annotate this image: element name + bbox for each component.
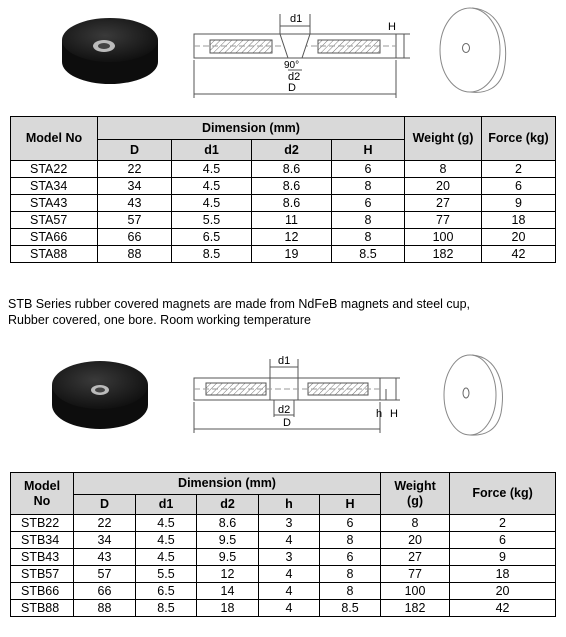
sta-label-d2: d2 <box>288 71 301 83</box>
sta-label-D: D <box>288 82 296 94</box>
value-cell: 9.5 <box>197 532 259 549</box>
value-cell: 8.5 <box>320 600 381 617</box>
value-cell: 4 <box>259 566 320 583</box>
header-h: h <box>259 495 320 515</box>
value-cell: 34 <box>98 178 172 195</box>
header-D: D <box>74 495 136 515</box>
value-cell: 77 <box>381 566 450 583</box>
stb-magnet-photo <box>52 361 148 429</box>
model-cell: STB57 <box>11 566 74 583</box>
value-cell: 27 <box>405 195 482 212</box>
model-cell: STA43 <box>11 195 98 212</box>
value-cell: 3 <box>259 515 320 532</box>
value-cell: 100 <box>381 583 450 600</box>
header-force: Force (kg) <box>450 473 556 515</box>
value-cell: 6.5 <box>172 229 252 246</box>
value-cell: 18 <box>482 212 556 229</box>
value-cell: 8.5 <box>172 246 252 263</box>
value-cell: 14 <box>197 583 259 600</box>
stb-label-H: H <box>390 408 398 420</box>
value-cell: 88 <box>74 600 136 617</box>
value-cell: 22 <box>98 161 172 178</box>
sta-label-angle: 90° <box>284 60 300 71</box>
description-line-2: Rubber covered, one bore. Room working temperature <box>8 313 311 327</box>
value-cell: 8 <box>320 583 381 600</box>
table-row <box>11 532 556 549</box>
model-cell: STB22 <box>11 515 74 532</box>
description-line-1: STB Series rubber covered magnets are made from NdFeB magnets and steel cup, <box>8 297 471 311</box>
header-model-no: Model No <box>11 117 98 161</box>
stb-label-D: D <box>283 417 291 429</box>
stb-label-h: h <box>376 408 383 420</box>
table-row <box>11 212 556 229</box>
value-cell: 6 <box>332 195 405 212</box>
table-row <box>11 549 556 566</box>
table-row <box>11 515 556 532</box>
header-weight-line-2: (g) <box>407 493 424 508</box>
model-cell: STB34 <box>11 532 74 549</box>
value-cell: 88 <box>98 246 172 263</box>
value-cell: 2 <box>482 161 556 178</box>
value-cell: 22 <box>74 515 136 532</box>
table-row <box>11 229 556 246</box>
value-cell: 66 <box>98 229 172 246</box>
table-row <box>11 178 556 195</box>
header-weight <box>381 473 450 515</box>
value-cell: 19 <box>252 246 332 263</box>
value-cell: 18 <box>197 600 259 617</box>
header-weight-line-1: Weight <box>394 478 436 493</box>
header-weight: Weight (g) <box>405 117 482 161</box>
value-cell: 6 <box>332 161 405 178</box>
stb-spec-table <box>10 472 556 617</box>
value-cell: 77 <box>405 212 482 229</box>
stb-label-d1: d1 <box>278 355 291 367</box>
stb-figure-row <box>0 345 566 455</box>
value-cell: 57 <box>74 566 136 583</box>
value-cell: 12 <box>197 566 259 583</box>
header-model-no <box>11 473 74 515</box>
value-cell: 6 <box>320 549 381 566</box>
sta-label-H: H <box>388 21 396 33</box>
value-cell: 8.6 <box>252 195 332 212</box>
value-cell: 4.5 <box>136 549 197 566</box>
value-cell: 8.6 <box>197 515 259 532</box>
value-cell: 8.5 <box>332 246 405 263</box>
model-cell: STB66 <box>11 583 74 600</box>
sta-cross-section <box>194 13 410 98</box>
value-cell: 4.5 <box>136 515 197 532</box>
value-cell: 42 <box>482 246 556 263</box>
value-cell: 8 <box>320 532 381 549</box>
header-dimension: Dimension (mm) <box>74 473 381 495</box>
model-cell: STB43 <box>11 549 74 566</box>
value-cell: 8.6 <box>252 161 332 178</box>
stb-label-d2: d2 <box>278 404 291 416</box>
value-cell: 182 <box>381 600 450 617</box>
value-cell: 4 <box>259 600 320 617</box>
value-cell: 20 <box>405 178 482 195</box>
header-model-line-2: No <box>33 493 51 508</box>
header-d1: d1 <box>136 495 197 515</box>
value-cell: 42 <box>450 600 556 617</box>
value-cell: 6 <box>450 532 556 549</box>
value-cell: 8.6 <box>252 178 332 195</box>
sta-figure-row <box>0 0 566 110</box>
value-cell: 43 <box>98 195 172 212</box>
sta-magnet-photo <box>62 18 158 84</box>
table-row <box>11 161 556 178</box>
value-cell: 8 <box>332 212 405 229</box>
value-cell: 57 <box>98 212 172 229</box>
value-cell: 18 <box>450 566 556 583</box>
value-cell: 4.5 <box>172 161 252 178</box>
value-cell: 9 <box>450 549 556 566</box>
value-cell: 4 <box>259 583 320 600</box>
header-H: H <box>332 140 405 161</box>
table-row <box>11 583 556 600</box>
sta-outline-sketch <box>440 8 506 92</box>
model-cell: STA34 <box>11 178 98 195</box>
value-cell: 20 <box>482 229 556 246</box>
table-row <box>11 246 556 263</box>
stb-outline-sketch <box>444 355 502 435</box>
value-cell: 182 <box>405 246 482 263</box>
value-cell: 100 <box>405 229 482 246</box>
value-cell: 2 <box>450 515 556 532</box>
model-cell: STA66 <box>11 229 98 246</box>
stb-cross-section <box>194 355 400 433</box>
value-cell: 3 <box>259 549 320 566</box>
header-force: Force (kg) <box>482 117 556 161</box>
table-row <box>11 600 556 617</box>
value-cell: 5.5 <box>172 212 252 229</box>
value-cell: 66 <box>74 583 136 600</box>
value-cell: 8 <box>381 515 450 532</box>
header-d1: d1 <box>172 140 252 161</box>
value-cell: 4.5 <box>172 195 252 212</box>
sta-spec-table <box>10 116 556 263</box>
value-cell: 43 <box>74 549 136 566</box>
model-cell: STA88 <box>11 246 98 263</box>
value-cell: 27 <box>381 549 450 566</box>
table-row <box>11 566 556 583</box>
header-D: D <box>98 140 172 161</box>
value-cell: 9 <box>482 195 556 212</box>
value-cell: 4.5 <box>172 178 252 195</box>
value-cell: 8 <box>320 566 381 583</box>
value-cell: 9.5 <box>197 549 259 566</box>
model-cell: STA22 <box>11 161 98 178</box>
value-cell: 8 <box>332 229 405 246</box>
header-dimension: Dimension (mm) <box>98 117 405 140</box>
stb-description <box>8 296 560 328</box>
sta-label-d1: d1 <box>290 13 303 25</box>
value-cell: 11 <box>252 212 332 229</box>
value-cell: 8.5 <box>136 600 197 617</box>
value-cell: 8 <box>405 161 482 178</box>
value-cell: 8 <box>332 178 405 195</box>
value-cell: 6.5 <box>136 583 197 600</box>
value-cell: 12 <box>252 229 332 246</box>
value-cell: 5.5 <box>136 566 197 583</box>
header-d2: d2 <box>197 495 259 515</box>
header-H: H <box>320 495 381 515</box>
header-model-line-1: Model <box>23 478 61 493</box>
model-cell: STB88 <box>11 600 74 617</box>
value-cell: 6 <box>320 515 381 532</box>
header-d2: d2 <box>252 140 332 161</box>
value-cell: 6 <box>482 178 556 195</box>
value-cell: 4.5 <box>136 532 197 549</box>
model-cell: STA57 <box>11 212 98 229</box>
value-cell: 20 <box>381 532 450 549</box>
table-row <box>11 195 556 212</box>
value-cell: 4 <box>259 532 320 549</box>
value-cell: 20 <box>450 583 556 600</box>
value-cell: 34 <box>74 532 136 549</box>
